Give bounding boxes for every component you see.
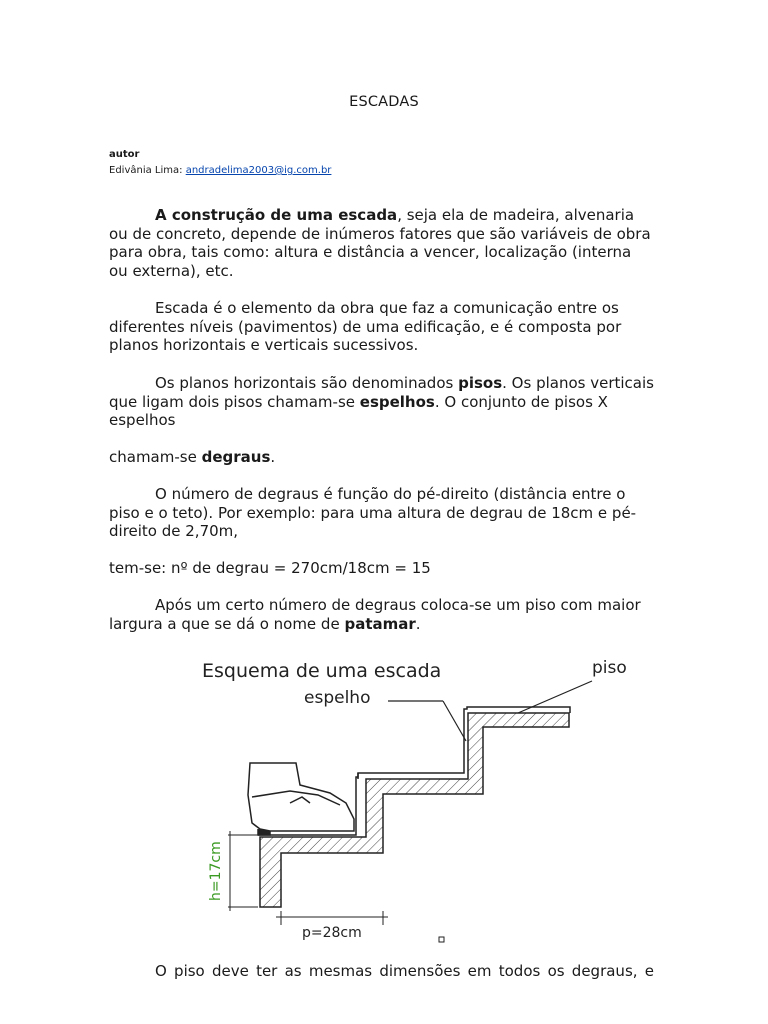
paragraph-3-text-c: . O conjunto de pisos X espelhos <box>109 392 608 429</box>
paragraph-1-bold-lead: A construção de uma escada <box>155 206 398 224</box>
label-piso: piso <box>592 658 627 678</box>
term-espelhos: espelhos <box>359 392 435 411</box>
paragraph-4 <box>109 448 654 467</box>
paragraph-7 <box>109 596 654 633</box>
paragraph-8 <box>109 962 654 981</box>
paragraph-7-text-b: . <box>415 614 421 633</box>
label-depth: p=28cm <box>302 925 362 941</box>
paragraph-7-text-a: Após um certo número de degraus coloca-se um piso com maior largura a que se dá o nome de <box>109 596 641 633</box>
paragraph-3-text-a: Os planos horizontais são denominados <box>155 374 459 392</box>
paragraph-1-text: , seja ela de madeira, alvenaria ou de concreto, depende de inúmeros fatores que são variáveis de obra para obra, tais como: altura e distância a vencer, localização (interna ou externa), etc. <box>109 206 651 280</box>
paragraph-3-text-b: . Os planos verticais que ligam dois pisos chamam-se <box>109 374 654 411</box>
paragraph-3 <box>109 374 654 430</box>
label-espelho: espelho <box>304 688 371 708</box>
term-degraus: degraus <box>201 448 271 466</box>
diagram-title: Esquema de uma escada <box>202 660 442 682</box>
paragraph-5 <box>109 485 654 541</box>
author-line <box>109 165 331 176</box>
paragraph-2 <box>109 299 654 355</box>
paragraph-8-text: O piso deve ter as mesmas dimensões em todos os degraus, e <box>155 962 654 980</box>
paragraph-1 <box>109 206 654 280</box>
paragraph-6 <box>109 559 654 578</box>
paragraph-5-text: O número de degraus é função do pé-direito (distância entre o piso e o teto). Por exemplo: para uma altura de degrau de 18cm e pé-direito de 2,70m, <box>109 485 637 540</box>
author-heading: autor <box>109 149 140 160</box>
author-email-link[interactable]: andradelima2003@ig.com.br <box>185 165 332 176</box>
paragraph-4-text-b: . <box>270 448 276 466</box>
document-title: ESCADAS <box>349 94 419 110</box>
paragraph-2-text: Escada é o elemento da obra que faz a comunicação entre os diferentes níveis (pavimentos) de uma edificação, e é composta por planos horizontais e verticais sucessivos. <box>109 299 622 354</box>
author-name: Edivânia Lima: <box>109 165 186 176</box>
term-pisos: pisos <box>458 374 503 392</box>
paragraph-4-text-a: chamam-se <box>109 448 202 466</box>
paragraph-6-text: tem-se: nº de degrau = 270cm/18cm = 15 <box>109 559 431 577</box>
label-height: h=17cm <box>208 841 224 901</box>
staircase-diagram <box>178 645 638 950</box>
term-patamar: patamar <box>344 614 416 633</box>
